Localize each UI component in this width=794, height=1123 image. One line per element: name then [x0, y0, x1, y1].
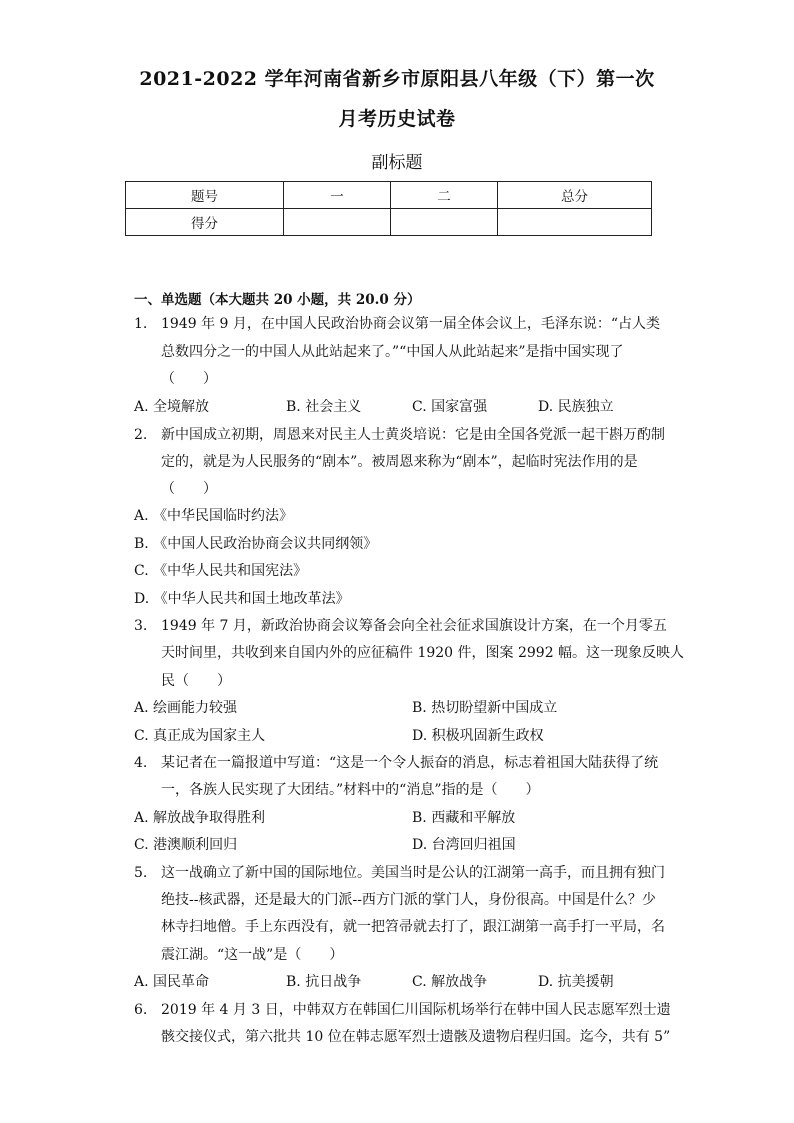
question-text-line: 一，各族人民实现了大团结。”材料中的“消息”指的是（ ）	[161, 782, 540, 798]
option-b[interactable]: B. 社会主义	[286, 399, 362, 415]
question-text-line: （ ）	[161, 371, 217, 387]
option-d[interactable]: D. 民族独立	[538, 399, 614, 415]
option-b[interactable]: B. 热切盼望新中国成立	[412, 700, 558, 716]
question-text-line: 这一战确立了新中国的国际地位。美国当时是公认的江湖第一高手，而且拥有独门	[161, 865, 665, 881]
score-table-score-row	[126, 209, 652, 236]
score-table-header-row	[126, 182, 652, 209]
option-a[interactable]: A. 绘画能力较强	[134, 700, 238, 716]
question-text-line: 民（ ）	[161, 673, 231, 689]
option-d[interactable]: D. 台湾回归祖国	[412, 837, 516, 853]
question-text-line: 1949 年 9 月，在中国人民政治协商会议第一届全体会议上，毛泽东说：“占人类	[161, 316, 661, 332]
score-table-empty-cell[interactable]	[391, 209, 498, 236]
question-text-line: 天时间里，共收到来自国内外的应征稿件 1920 件，图案 2992 幅。这一现象反映人	[161, 645, 685, 661]
option-a[interactable]: A. 全境解放	[134, 399, 210, 415]
exam-subtitle: 副标题	[371, 153, 423, 173]
option-a[interactable]: A. 解放战争取得胜利	[134, 810, 266, 826]
option-c[interactable]: C. 港澳顺利回归	[134, 837, 238, 853]
option-d[interactable]: D. 抗美援朝	[538, 974, 614, 990]
score-table-header-cell: 一	[284, 182, 391, 209]
option-c[interactable]: C. 国家富强	[412, 399, 488, 415]
score-table-empty-cell[interactable]	[284, 209, 391, 236]
question-number: 5.	[134, 865, 148, 881]
score-table-header-cell: 题号	[126, 182, 284, 209]
question-text-line: 1949 年 7 月，新政治协商会议筹备会向全社会征求国旗设计方案，在一个月零五	[161, 618, 667, 634]
question-text-line: （ ）	[161, 481, 217, 497]
section-heading: 一、单选题（本大题共 20 小题，共 20.0 分）	[134, 292, 421, 308]
exam-title-line1: 2021-2022 学年河南省新乡市原阳县八年级（下）第一次	[139, 68, 655, 90]
question-number: 6.	[134, 1002, 148, 1018]
question-text-line: 绝技--核武器，还是最大的门派--西方门派的掌门人，身份很高。中国是什么？少	[161, 892, 656, 908]
option-d[interactable]: D. 《中华人民共和国土地改革法》	[134, 591, 350, 607]
question-text-line: 某记者在一篇报道中写道：“这是一个令人振奋的消息，标志着祖国大陆获得了统	[161, 755, 659, 771]
option-c[interactable]: C. 真正成为国家主人	[134, 728, 266, 744]
exam-title-line2: 月考历史试卷	[338, 108, 456, 130]
question-number: 4.	[134, 755, 148, 771]
question-number: 2.	[134, 427, 148, 443]
score-table-header-cell: 总分	[498, 182, 652, 209]
score-table-empty-cell[interactable]	[498, 209, 652, 236]
score-table-header-cell: 二	[391, 182, 498, 209]
option-c[interactable]: C. 《中华人民共和国宪法》	[134, 563, 308, 579]
question-text-line: 骸交接仪式，第六批共 10 位在韩志愿军烈士遗骸及遗物启程归国。迄今，共有 5”	[161, 1029, 671, 1045]
option-b[interactable]: B. 抗日战争	[286, 974, 362, 990]
question-text-line: 震江湖。“这一战”是（ ）	[161, 947, 344, 963]
option-a[interactable]: A. 《中华民国临时约法》	[134, 508, 294, 524]
question-number: 3.	[134, 618, 148, 634]
question-text-line: 总数四分之一的中国人从此站起来了。”“中国人从此站起来”是指中国实现了	[161, 344, 624, 360]
option-c[interactable]: C. 解放战争	[412, 974, 488, 990]
option-a[interactable]: A. 国民革命	[134, 974, 210, 990]
question-text-line: 新中国成立初期，周恩来对民主人士黄炎培说：它是由全国各党派一起干斟万酌制	[161, 427, 665, 443]
score-table	[125, 181, 652, 236]
question-text-line: 2019 年 4 月 3 日，中韩双方在韩国仁川国际机场举行在韩中国人民志愿军烈士遗	[161, 1002, 671, 1018]
option-d[interactable]: D. 积极巩固新生政权	[412, 728, 544, 744]
question-number: 1.	[134, 316, 148, 332]
score-table-row-label: 得分	[126, 209, 284, 236]
option-b[interactable]: B. 《中国人民政治协商会议共同纲领》	[134, 536, 378, 552]
question-text-line: 林寺扫地僧。手上东西没有，就一把笤帚就去打了，跟江湖第一高手打一平局，名	[161, 919, 665, 935]
question-text-line: 定的，就是为人民服务的“剧本”。被周恩来称为“剧本”，起临时宪法作用的是	[161, 454, 638, 470]
option-b[interactable]: B. 西藏和平解放	[412, 810, 516, 826]
